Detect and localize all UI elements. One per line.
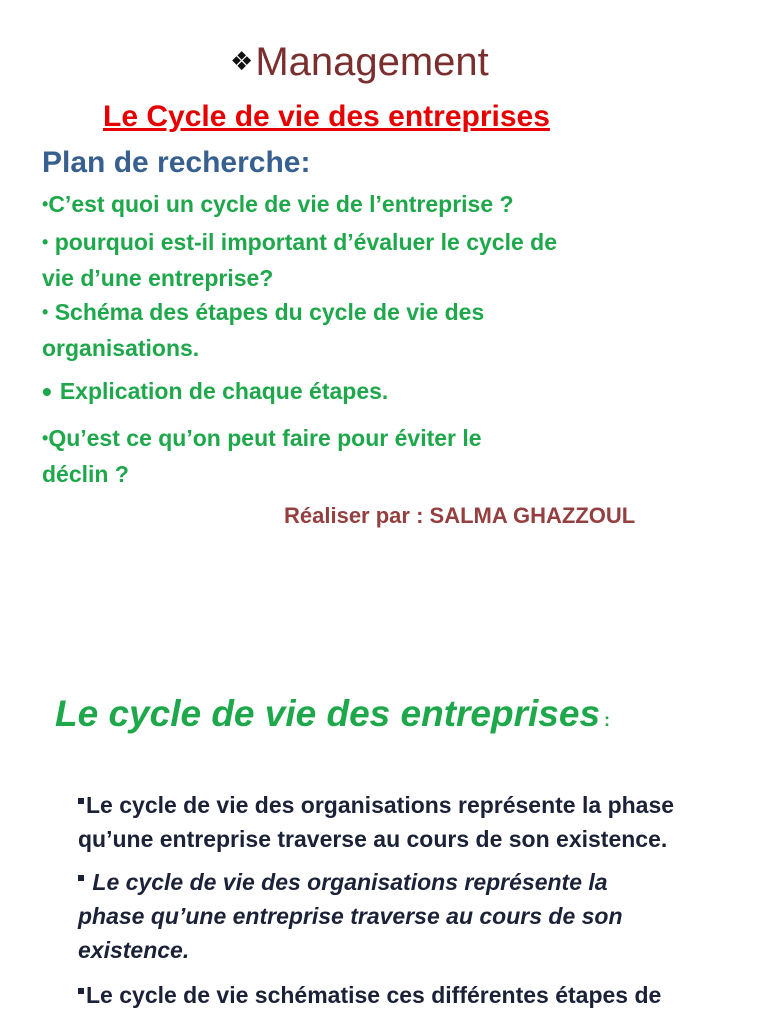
slide2-paragraph-2: Le cycle de vie des organisations représente la phase qu’une entreprise traverse au cours de son existence. — [78, 869, 623, 963]
slide2-paragraph-1: Le cycle de vie des organisations représente la phase qu’une entreprise traverse au cours de son existence. — [78, 792, 675, 852]
diamond-bullet-icon: ❖ — [230, 46, 254, 76]
slide-subtitle: Le Cycle de vie des entreprises — [103, 100, 550, 133]
slide2-paragraph-3: Le cycle de vie schématise ces différentes étapes de — [78, 978, 661, 1012]
plan-item-1: •C’est quoi un cycle de vie de l’entreprise ? — [42, 191, 514, 217]
plan-item-3: • Schéma des étapes du cycle de vie des organisations. — [42, 299, 485, 361]
slide-title — [230, 40, 489, 85]
slide2-title: Le cycle de vie des entreprises : — [55, 693, 611, 734]
plan-item-4: • Explication de chaque étapes. — [42, 376, 389, 407]
square-bullet-icon — [78, 988, 84, 994]
plan-heading: Plan de recherche: — [42, 146, 311, 179]
bullet-icon: • — [42, 232, 49, 252]
title-text: Management — [255, 40, 489, 84]
plan-item-5: •Qu’est ce qu’on peut faire pour éviter le déclin ? — [42, 425, 482, 487]
bullet-icon: • — [42, 428, 49, 448]
plan-item-2: • pourquoi est-il important d’évaluer le cycle de vie d’une entreprise? — [42, 229, 557, 291]
bullet-icon: • — [42, 194, 49, 214]
bullet-icon: • — [42, 376, 52, 407]
square-bullet-icon — [78, 875, 84, 881]
author-credit: Réaliser par : SALMA GHAZZOUL — [284, 503, 636, 528]
bullet-icon: • — [42, 302, 49, 322]
square-bullet-icon — [78, 798, 84, 804]
